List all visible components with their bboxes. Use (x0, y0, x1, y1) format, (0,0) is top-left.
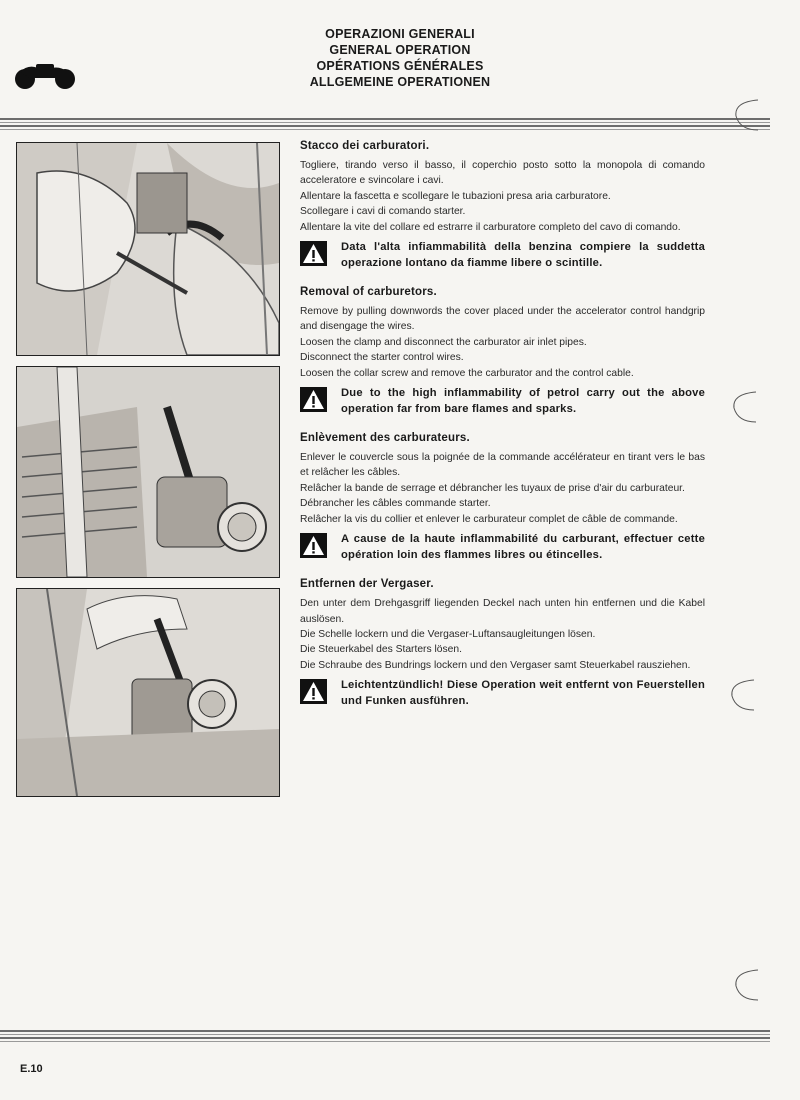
instruction-text: Disconnect the starter control wires. (300, 352, 464, 364)
warning-triangle-icon (300, 533, 327, 558)
instruction-text: Loosen the clamp and disconnect the carburator air inlet pipes. (300, 336, 587, 348)
header-title-en: GENERAL OPERATION (329, 43, 471, 57)
warning-note (300, 239, 705, 271)
photo-carburetor-2 (16, 366, 280, 578)
header-divider (0, 118, 770, 132)
warning-note (300, 677, 705, 709)
instruction-text: Die Steuerkabel des Starters lösen. (300, 644, 462, 656)
header-title-it: OPERAZIONI GENERALI (325, 27, 475, 41)
instruction-text: Allentare la vite del collare ed estrarre il carburatore completo del cavo di comando. (300, 221, 681, 233)
binding-hole-mark (728, 966, 768, 1006)
instruction-text: Enlever le couvercle sous la poignée de la commande accélérateur en tirant vers le bas et relâcher les câbles. (300, 452, 705, 479)
instruction-text: Loosen the collar screw and remove the carburator and the control cable. (300, 367, 634, 379)
page-header (0, 26, 800, 90)
photo-carburetor-3 (16, 588, 280, 797)
header-title-de: ALLGEMEINE OPERATIONEN (309, 75, 491, 89)
header-title-fr: OPÉRATIONS GÉNÉRALES (316, 59, 484, 73)
warning-text: Due to the high inflammability of petrol carry out the above operation far from bare flames and sparks. (341, 387, 705, 416)
motorcycle-icon (14, 60, 76, 90)
instruction-text: Relâcher la vis du collier et enlever le carburateur complet de câble de commande. (300, 513, 678, 525)
section-french (300, 431, 705, 563)
warning-triangle-icon (300, 679, 327, 704)
section-title: Stacco dei carburatori. (300, 140, 430, 152)
warning-text: Leichtentzündlich! Diese Operation weit entfernt von Feuerstellen und Funken ausführen. (341, 679, 705, 708)
instruction-text: Die Schelle lockern und die Vergaser-Luftansaugleitungen lösen. (300, 628, 596, 640)
instruction-text: Remove by pulling downwords the cover placed under the accelerator control handgrip and disengage the wires. (300, 306, 705, 333)
photo-carburetor-1 (16, 142, 280, 356)
section-german (300, 577, 705, 709)
instruction-text: Den unter dem Drehgasgriff liegenden Deckel nach unten hin entfernen und die Kabel auslösen. (300, 598, 705, 625)
instruction-text: Allentare la fascetta e scollegare le tubazioni presa aria carburatore. (300, 190, 611, 202)
footer-divider (0, 1030, 770, 1044)
instruction-text: Relâcher la bande de serrage et débrancher les tuyaux de prise d'air du carburateur. (300, 482, 685, 494)
binding-hole-mark (724, 676, 764, 716)
binding-hole-mark (728, 96, 768, 136)
section-title: Entfernen der Vergaser. (300, 578, 434, 591)
binding-hole-mark (726, 388, 766, 428)
warning-note (300, 531, 705, 563)
section-title: Enlèvement des carburateurs. (300, 432, 470, 445)
section-italian (300, 139, 705, 271)
warning-text: A cause de la haute inflammabilité du carburant, effectuer cette opération loin des flammes libres ou étincelles. (341, 533, 705, 562)
section-title: Removal of carburetors. (300, 286, 437, 299)
warning-text: Data l'alta infiammabilità della benzina compiere la suddetta operazione lontano da fiamme libere o scintille. (341, 241, 705, 270)
instruction-text: Débrancher les câbles commande starter. (300, 498, 491, 510)
page-number: E.10 (20, 1063, 43, 1075)
instruction-text: Die Schraube des Bundrings lockern und den Vergaser samt Steuerkabel rausziehen. (300, 659, 691, 671)
warning-triangle-icon (300, 241, 327, 266)
warning-triangle-icon (300, 387, 327, 412)
instruction-text: Scollegare i cavi di comando starter. (300, 206, 466, 218)
instructions-column (300, 139, 705, 709)
warning-note (300, 385, 705, 417)
instruction-text: Togliere, tirando verso il basso, il coperchio posto sotto la monopola di comando acceleratore e svincolare i cavi. (300, 160, 705, 187)
section-english (300, 285, 705, 417)
